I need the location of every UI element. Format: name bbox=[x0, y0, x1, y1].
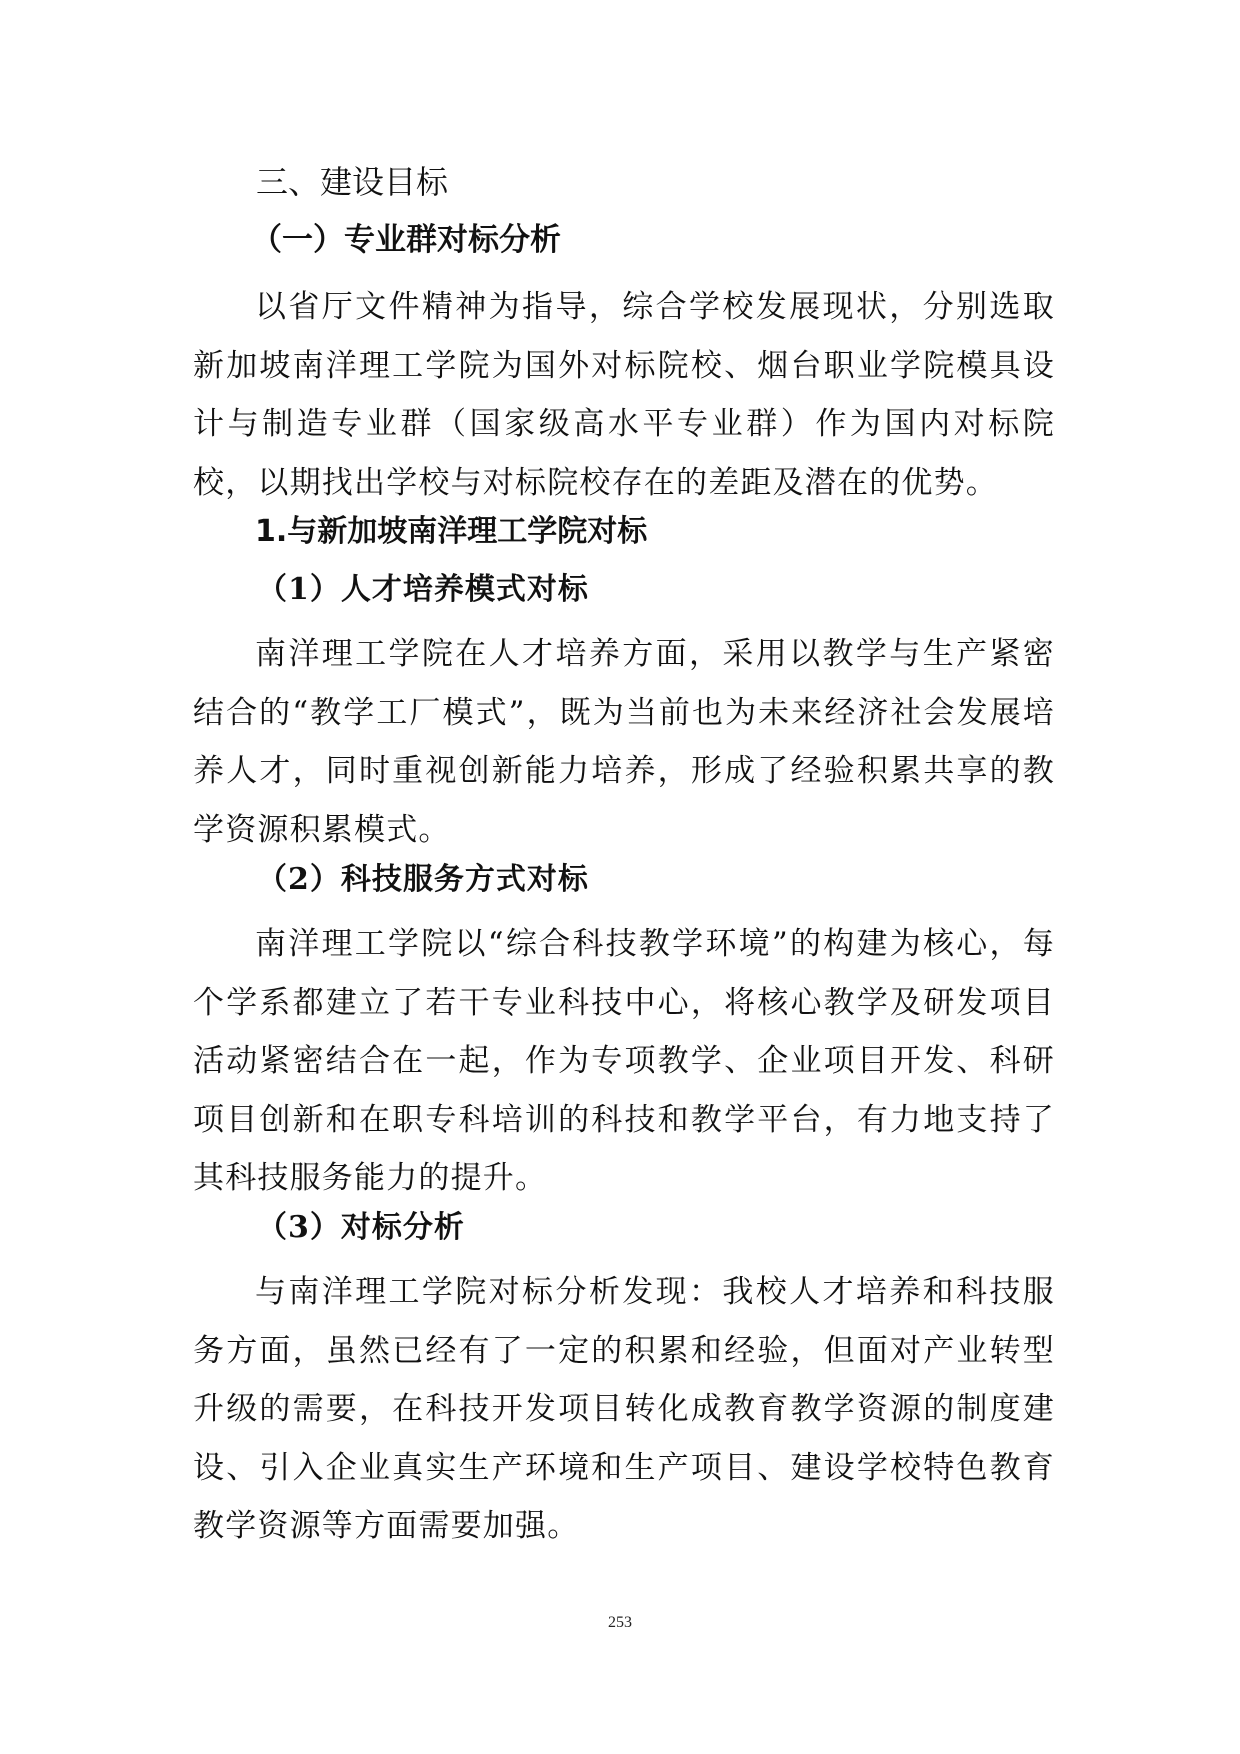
intro-paragraph: 以省厅文件精神为指导，综合学校发展现状，分别选取新加坡南洋理工学院为国外对标院校、烟台职业学院模具设计与制造专业群（国家级高水平专业群）作为国内对标院校，以期找出学校与对标院校存在的差距及潜在的优势。 bbox=[193, 289, 1055, 501]
subsection-heading: （一）专业群对标分析 bbox=[251, 222, 561, 258]
sub-item-paragraph-1: 南洋理工学院在人才培养方面，采用以教学与生产紧密结合的“教学工厂模式”，既为当前也为未来经济社会发展培养人才，同时重视创新能力培养，形成了经验积累共享的教学资源积累模式。 bbox=[193, 636, 1055, 848]
sub-item-heading-2: （2）科技服务方式对标 bbox=[257, 862, 589, 897]
sub-item-heading-3: （3）对标分析 bbox=[257, 1210, 465, 1245]
sub-item-heading-1: （1）人才培养模式对标 bbox=[257, 572, 589, 607]
item-heading: 1.与新加坡南洋理工学院对标 bbox=[255, 514, 648, 549]
page-number: 253 bbox=[608, 1614, 632, 1631]
sub-item-paragraph-2: 南洋理工学院以“综合科技教学环境”的构建为核心，每个学系都建立了若干专业科技中心，将核心教学及研发项目活动紧密结合在一起，作为专项教学、企业项目开发、科研项目创新和在职专科培训的科技和教学平台，有力地支持了其科技服务能力的提升。 bbox=[193, 926, 1055, 1196]
section-heading: 三、建设目标 bbox=[256, 163, 449, 201]
sub-item-paragraph-3: 与南洋理工学院对标分析发现：我校人才培养和科技服务方面，虽然已经有了一定的积累和经验，但面对产业转型升级的需要，在科技开发项目转化成教育教学资源的制度建设、引入企业真实生产环境和生产项目、建设学校特色教育教学资源等方面需要加强。 bbox=[193, 1274, 1055, 1544]
